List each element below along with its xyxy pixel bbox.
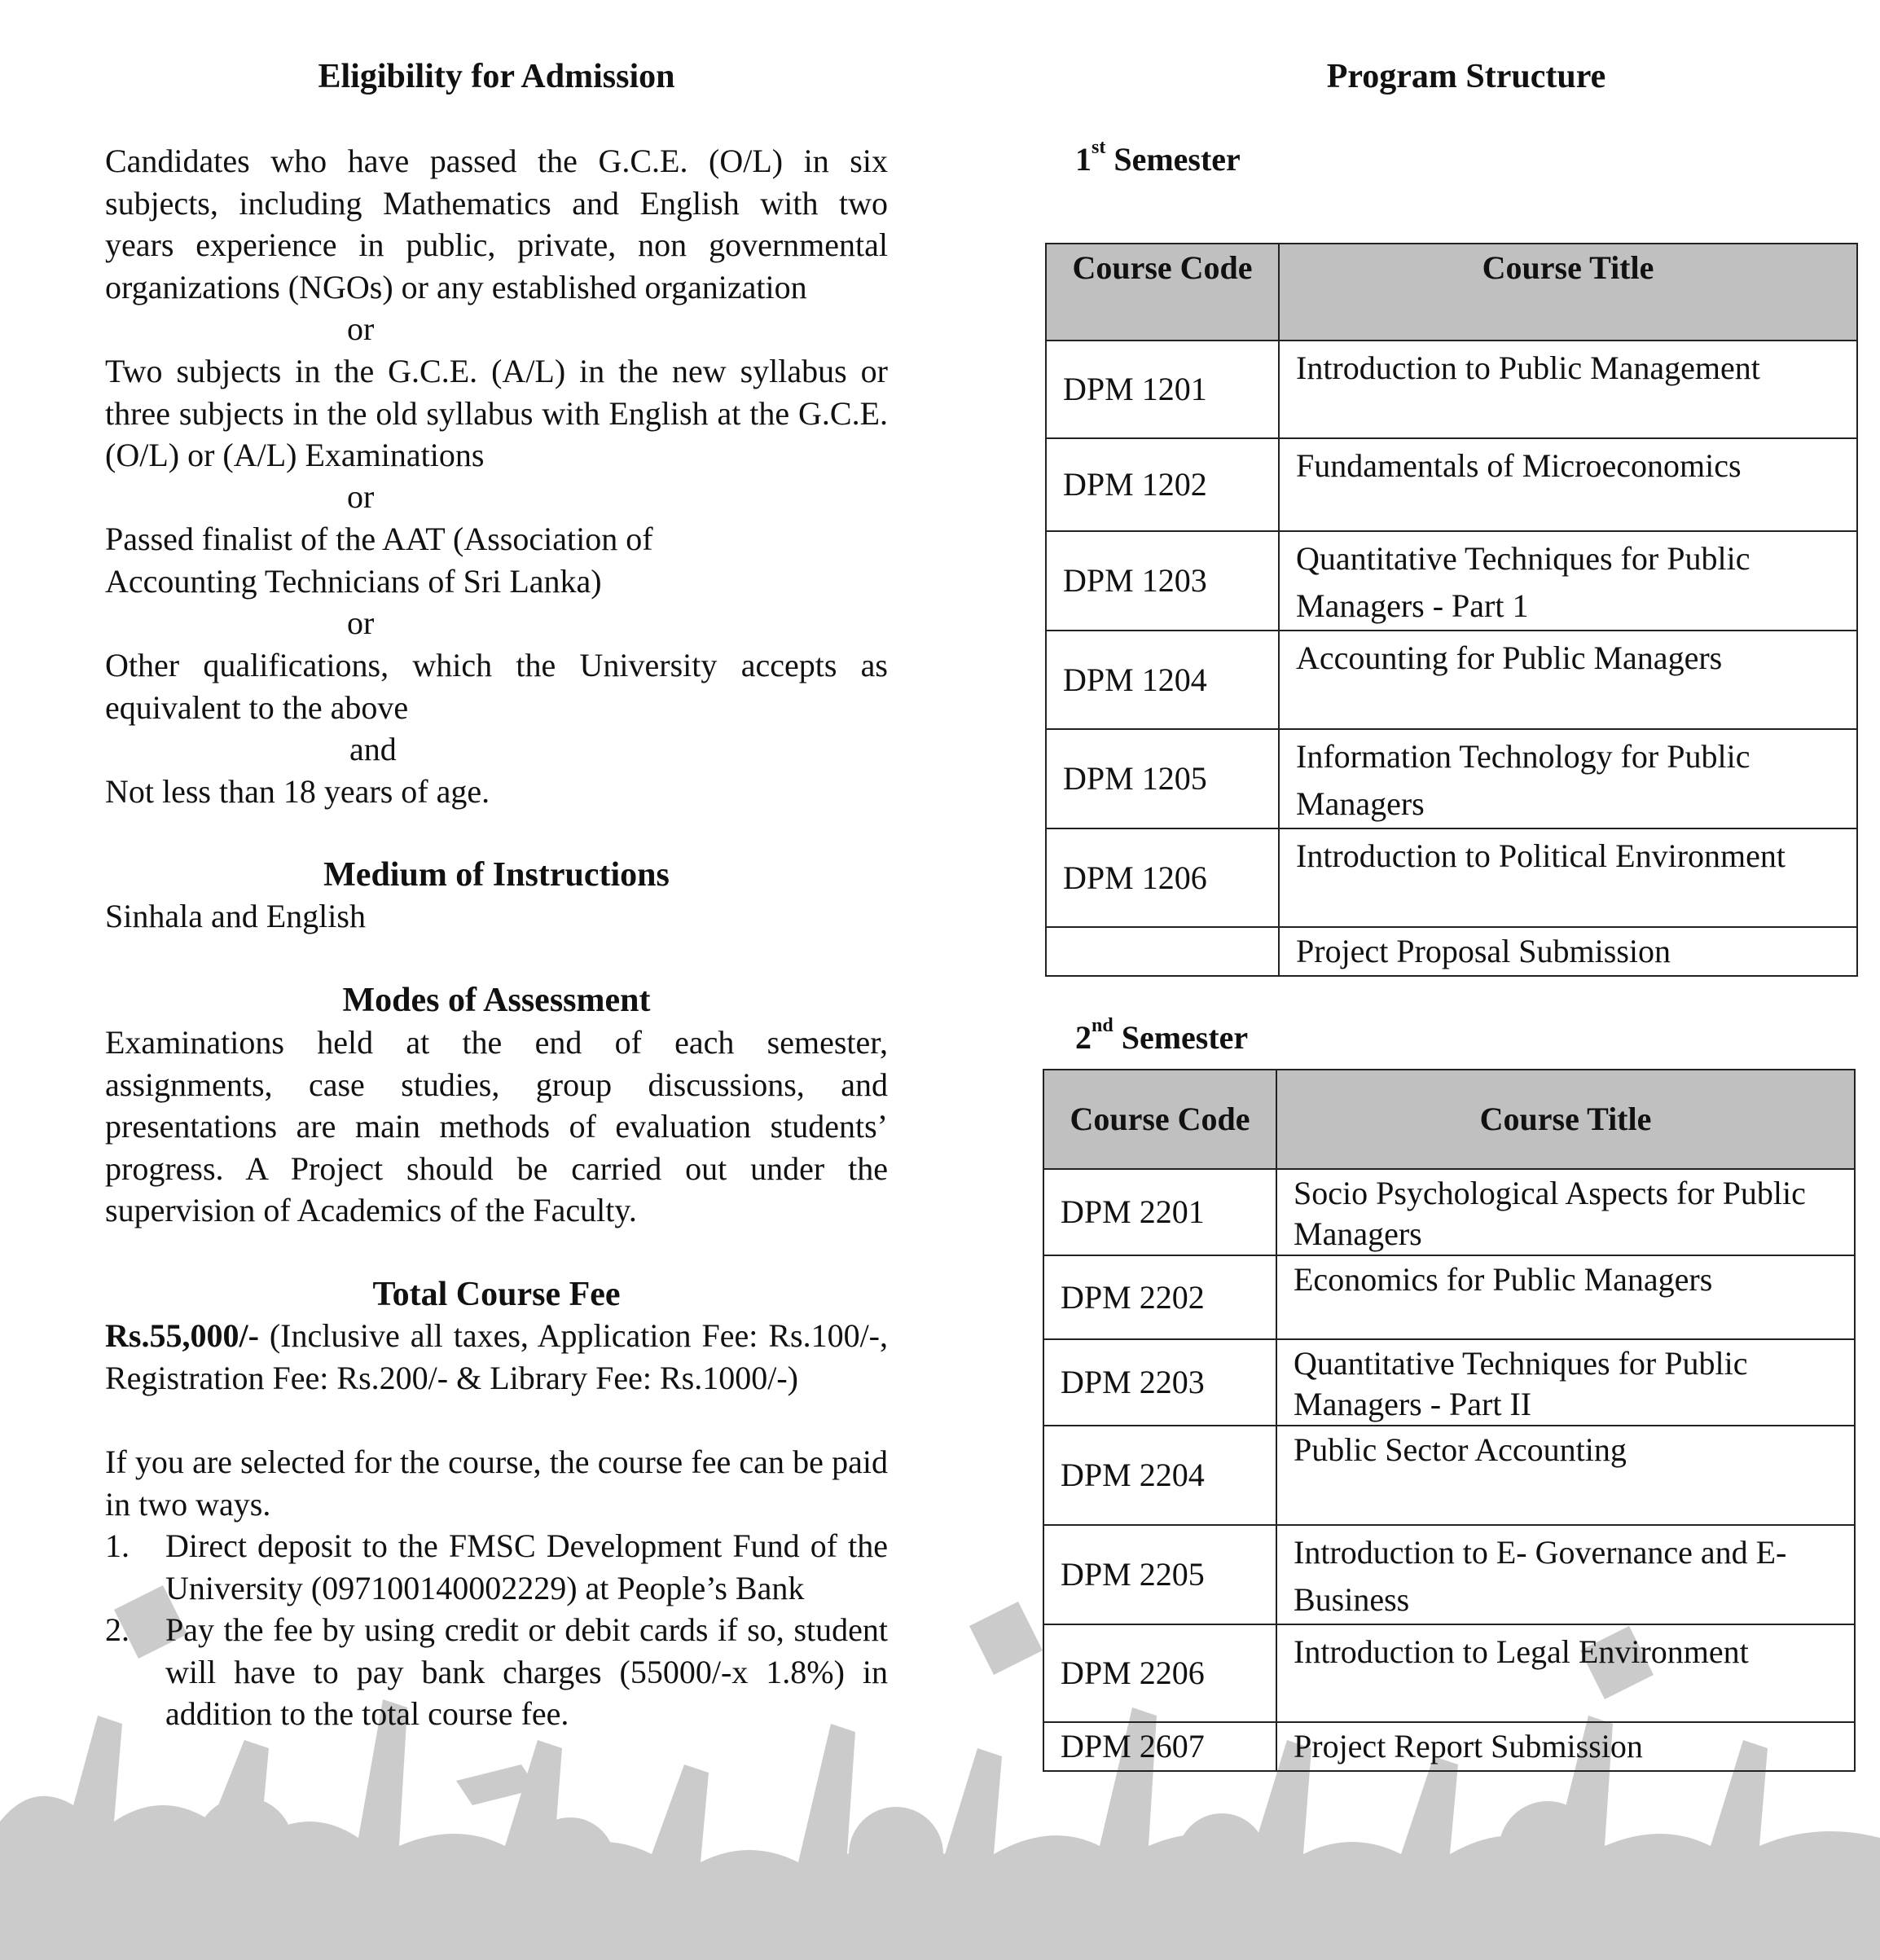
fee-amount-detail: (Inclusive all taxes, Application Fee: Rs.100/-, Registration Fee: Rs.200/- & Library Fee: Rs.1000/-) (105, 1317, 888, 1396)
table-row (1043, 1255, 1855, 1339)
payment-option-text: Pay the fee by using credit or debit cards if so, student will have to pay bank charges (55000/-x 1.8%) in addition to the total course fee. (165, 1611, 888, 1733)
eligibility-para-aat-line2: Accounting Technicians of Sri Lanka) (105, 563, 602, 600)
table-row (1046, 438, 1857, 531)
list-number: 2. (105, 1611, 130, 1649)
table-row (1046, 828, 1857, 927)
semester-word: Semester (1105, 141, 1241, 178)
eligibility-para-al: Two subjects in the G.C.E. (A/L) in the new syllabus or three subjects in the old syllabus with English at the G.C.E. (O/L) or (A/L) Examinations (105, 353, 888, 474)
course-title: Quantitative Techniques for Public Managers - Part II (1276, 1339, 1855, 1426)
table-row (1043, 1624, 1855, 1722)
course-code: DPM 1205 (1046, 729, 1279, 828)
fee-amount: Rs.55,000/- (105, 1317, 259, 1354)
course-code: DPM 2607 (1043, 1722, 1276, 1771)
table-row (1046, 927, 1857, 976)
payment-option-text: Direct deposit to the FMSC Development Fund of the University (097100140002229) at People’s Bank (165, 1527, 888, 1606)
course-code (1046, 927, 1279, 976)
course-title: Public Sector Accounting (1276, 1426, 1855, 1525)
medium-heading: Medium of Instructions (323, 856, 670, 894)
course-title: Quantitative Techniques for Public Managers - Part 1 (1279, 531, 1857, 631)
eligibility-para-ol: Candidates who have passed the G.C.E. (O/L) in six subjects, including Mathematics and English with two years experience in public, private, non governmental organizations (NGOs) or any established organization (105, 143, 888, 305)
course-code: DPM 1201 (1046, 341, 1279, 438)
eligibility-para-age: Not less than 18 years of age. (105, 773, 490, 810)
course-title: Fundamentals of Microeconomics (1279, 438, 1857, 531)
course-code: DPM 2205 (1043, 1525, 1276, 1624)
semester-2-label (1075, 1015, 1249, 1057)
fee-heading: Total Course Fee (372, 1276, 621, 1313)
course-code: DPM 2201 (1043, 1169, 1276, 1255)
semester-word: Semester (1113, 1019, 1249, 1056)
course-code: DPM 2206 (1043, 1624, 1276, 1722)
course-title: Economics for Public Managers (1276, 1255, 1855, 1339)
table-row (1043, 1339, 1855, 1426)
table-row (1046, 631, 1857, 729)
course-code: DPM 1204 (1046, 631, 1279, 729)
or-separator: or (347, 310, 375, 347)
semester-number: 1 (1075, 141, 1092, 178)
list-number: 1. (105, 1527, 130, 1564)
course-title: Accounting for Public Managers (1279, 631, 1857, 729)
assessment-text: Examinations held at the end of each semester, assignments, case studies, group discussions, and presentations are main methods of evaluation students’ progress. A Project should be carried out under the supervision of Academics of the Faculty. (105, 1024, 888, 1229)
and-separator: and (349, 731, 397, 767)
course-code: DPM 2202 (1043, 1255, 1276, 1339)
course-code: DPM 2203 (1043, 1339, 1276, 1426)
payment-options-list (105, 1525, 888, 1735)
course-title: Project Report Submission (1276, 1722, 1855, 1771)
course-title: Introduction to Public Management (1279, 341, 1857, 438)
payment-option (105, 1525, 888, 1609)
payment-option (105, 1609, 888, 1735)
table-row (1046, 729, 1857, 828)
table-header-row (1043, 1070, 1855, 1169)
eligibility-heading: Eligibility for Admission (318, 58, 675, 95)
col-header-code: Course Code (1046, 244, 1279, 341)
program-structure-heading: Program Structure (1326, 58, 1606, 95)
eligibility-para-other: Other qualifications, which the University accepts as equivalent to the above (105, 647, 888, 726)
eligibility-para-aat-line1: Passed finalist of the AAT (Association of (105, 521, 653, 557)
fee-intro: If you are selected for the course, the course fee can be paid in two ways. (105, 1444, 888, 1523)
course-code: DPM 1203 (1046, 531, 1279, 631)
col-header-title: Course Title (1279, 244, 1857, 341)
course-title: Socio Psychological Aspects for Public Managers (1276, 1169, 1855, 1255)
assessment-heading: Modes of Assessment (342, 982, 651, 1019)
semester-1-table (1045, 243, 1858, 977)
table-row (1043, 1525, 1855, 1624)
fee-amount-paragraph (105, 1315, 888, 1399)
semester-number: 2 (1075, 1019, 1092, 1056)
course-title: Introduction to E- Governance and E- Business (1276, 1525, 1855, 1624)
course-title: Introduction to Legal Environment (1276, 1624, 1855, 1722)
semester-1-label (1075, 137, 1241, 178)
table-row (1043, 1426, 1855, 1525)
medium-text: Sinhala and English (105, 898, 366, 934)
table-row (1046, 341, 1857, 438)
semester-2-table (1043, 1069, 1856, 1772)
table-row (1043, 1722, 1855, 1771)
or-separator: or (347, 478, 375, 515)
semester-ordinal: nd (1092, 1015, 1114, 1036)
col-header-title: Course Title (1276, 1070, 1855, 1169)
col-header-code: Course Code (1043, 1070, 1276, 1169)
table-row (1043, 1169, 1855, 1255)
table-header-row (1046, 244, 1857, 341)
course-code: DPM 1202 (1046, 438, 1279, 531)
or-separator: or (347, 604, 375, 641)
course-title: Information Technology for Public Managers (1279, 729, 1857, 828)
course-code: DPM 1206 (1046, 828, 1279, 927)
course-title: Introduction to Political Environment (1279, 828, 1857, 927)
course-code: DPM 2204 (1043, 1426, 1276, 1525)
semester-ordinal: st (1092, 137, 1106, 158)
course-title: Project Proposal Submission (1279, 927, 1857, 976)
table-row (1046, 531, 1857, 631)
